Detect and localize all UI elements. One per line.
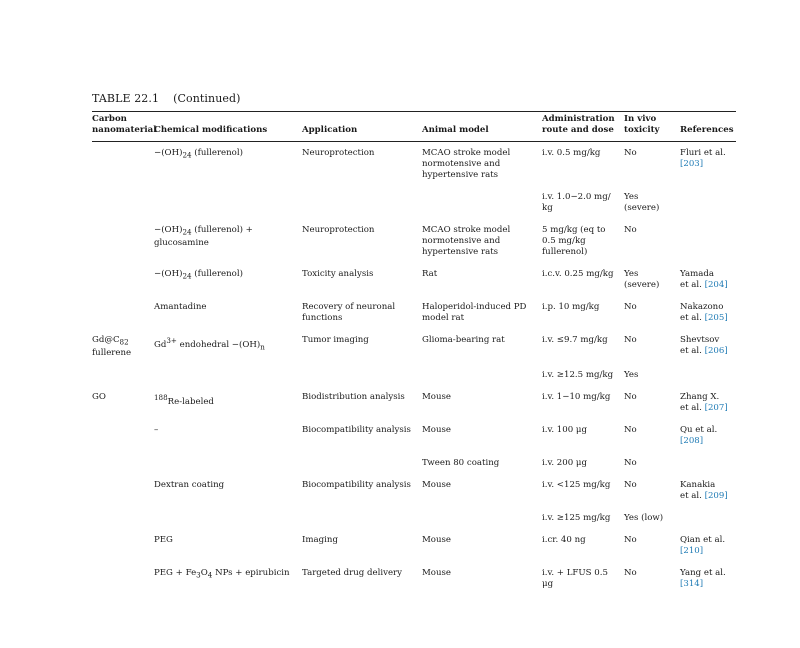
cell-reference [680, 329, 736, 364]
reference-link[interactable]: [204] [704, 280, 728, 290]
animal-line: MCAO stroke model [422, 225, 511, 235]
cell-modification [154, 296, 302, 329]
cell-reference [680, 452, 736, 474]
table-label: TABLE 22.1 [92, 92, 160, 105]
cell-animal-model [422, 142, 542, 186]
text-run: PEG + Fe [154, 567, 197, 578]
cell-dose [542, 419, 624, 452]
reference-author: Zhang X. [680, 391, 720, 402]
animal-line: Rat [422, 269, 438, 279]
cell-reference [680, 219, 736, 263]
cell-dose [542, 219, 624, 263]
reference-author: Nakazono [680, 302, 724, 312]
cell-reference [680, 474, 736, 507]
table-row [92, 364, 736, 386]
animal-line: MCAO stroke model [422, 148, 511, 158]
table-row [92, 386, 736, 419]
subscript: 3 [196, 570, 201, 580]
cell-animal-model [422, 419, 542, 452]
cell-application [302, 186, 422, 219]
cell-animal-model [422, 529, 542, 562]
animal-line: Mouse [422, 534, 452, 545]
reference-link[interactable]: [210] [680, 545, 704, 556]
cell-modification [154, 562, 302, 595]
animal-line: normotensive and [422, 236, 501, 246]
header-line: Application [302, 125, 358, 135]
cell-animal-model [422, 219, 542, 263]
cell-modification [154, 142, 302, 186]
data-table [92, 112, 736, 595]
cell-animal-model [422, 364, 542, 386]
cell-toxicity: Yes (severe) [624, 192, 660, 213]
cell-toxicity: Yes (low) [624, 512, 664, 523]
cell-toxicity: Yes (severe) [624, 269, 660, 290]
subscript: n [260, 342, 265, 352]
animal-line: hypertensive rats [422, 247, 499, 257]
cell-application: Neuroprotection [302, 148, 375, 158]
cell-nanomaterial [92, 219, 154, 263]
column-header [422, 112, 542, 141]
cell-dose [542, 364, 624, 386]
cell-animal-model [422, 507, 542, 529]
table-row [92, 329, 736, 364]
cell-dose [542, 562, 624, 595]
cell-application: Tumor imaging [302, 335, 369, 345]
dose-line: 5 mg/kg (eq to [542, 225, 606, 235]
cell-dose [542, 296, 624, 329]
table-row [92, 186, 736, 219]
text-run: GO [92, 391, 106, 402]
column-header [680, 112, 736, 141]
subscript: 24 [182, 271, 192, 281]
superscript: 3+ [166, 336, 177, 345]
cell-dose [542, 186, 624, 219]
cell-nanomaterial [92, 364, 154, 386]
animal-line: Mouse [422, 391, 452, 402]
cell-dose [542, 386, 624, 419]
cell-animal-model [422, 329, 542, 364]
text-run: (fullerenol) [191, 148, 243, 158]
animal-line: Mouse [422, 479, 452, 490]
cell-nanomaterial [92, 142, 154, 186]
cell-animal-model [422, 296, 542, 329]
cell-nanomaterial [92, 386, 154, 419]
cell-application [302, 507, 422, 529]
reference-author: Yang et al. [680, 567, 726, 578]
reference-author: Kanakia [680, 479, 716, 490]
cell-dose [542, 142, 624, 186]
cell-animal-model [422, 562, 542, 595]
text-run: (fullerenol) + [191, 225, 253, 235]
cell-animal-model [422, 263, 542, 296]
cell-dose [542, 529, 624, 562]
cell-toxicity: No [624, 391, 637, 402]
table-header [92, 112, 736, 142]
cell-application: Toxicity analysis [302, 269, 374, 279]
cell-reference [680, 263, 736, 296]
dose-line: i.v. 1.0−2.0 mg/ [542, 192, 611, 202]
cell-modification [154, 474, 302, 507]
animal-line: Haloperidol-induced PD [422, 302, 527, 312]
cell-reference [680, 186, 736, 219]
text-run: glucosamine [154, 237, 209, 248]
dose-line: i.cr. 40 ng [542, 534, 586, 545]
cell-application: Neuroprotection [302, 225, 375, 235]
reference-link[interactable]: [209] [704, 490, 728, 501]
cell-nanomaterial [92, 329, 154, 364]
cell-application: Recovery of neuronal functions [302, 302, 396, 323]
text-run: endohedral −(OH) [176, 339, 261, 350]
reference-author: Qu et al. [680, 424, 718, 435]
text-run: fullerene [92, 347, 132, 358]
cell-modification [154, 529, 302, 562]
subscript: 24 [182, 150, 192, 160]
dose-line: i.v. + LFUS 0.5 μg [542, 567, 608, 589]
cell-toxicity: No [624, 424, 637, 435]
animal-line: Mouse [422, 424, 452, 435]
subscript: 4 [207, 570, 213, 580]
header-line: Chemical modifications [154, 125, 268, 135]
header-line: nanomaterial [92, 125, 157, 135]
animal-line: Tween 80 coating [422, 457, 500, 468]
text-run: Re-labeled [167, 396, 214, 407]
cell-reference [680, 507, 736, 529]
cell-modification [154, 263, 302, 296]
cell-application: Targeted drug delivery [302, 567, 403, 578]
cell-toxicity: Yes [624, 369, 639, 380]
table-page [92, 92, 736, 595]
reference-link[interactable]: [314] [680, 578, 704, 589]
header-row [92, 112, 736, 141]
animal-line: Glioma-bearing rat [422, 335, 505, 345]
cell-reference [680, 562, 736, 595]
cell-toxicity: No [624, 479, 637, 490]
reference-link[interactable]: [203] [680, 159, 704, 169]
dose-line: i.v. 200 μg [542, 457, 587, 468]
cell-nanomaterial [92, 507, 154, 529]
reference-author-cont: et al. [680, 280, 705, 290]
cell-modification [154, 329, 302, 364]
reference-link[interactable]: [206] [704, 346, 728, 356]
header-line: Administration [542, 114, 615, 124]
dose-line: i.v. ≥12.5 mg/kg [542, 369, 614, 380]
text-run: NPs + epirubicin [212, 567, 290, 578]
table-row [92, 142, 736, 186]
reference-author: Fluri et al. [680, 148, 726, 158]
table-row [92, 562, 736, 595]
reference-author-cont: et al. [680, 313, 705, 323]
table-row [92, 507, 736, 529]
dose-line: i.c.v. 0.25 mg/kg [542, 269, 614, 279]
table-body [92, 142, 736, 595]
text-run: Amantadine [154, 302, 207, 312]
dose-line: fullerenol) [542, 247, 588, 257]
text-run: Gd [154, 339, 167, 350]
cell-modification [154, 364, 302, 386]
cell-application: Biodistribution analysis [302, 391, 405, 402]
animal-line: model rat [422, 313, 465, 323]
superscript: 188 [154, 392, 168, 402]
cell-toxicity: No [624, 148, 637, 158]
cell-toxicity: No [624, 335, 637, 345]
cell-modification [154, 419, 302, 452]
cell-reference [680, 529, 736, 562]
header-line: toxicity [624, 125, 660, 135]
table-row [92, 452, 736, 474]
animal-line: hypertensive rats [422, 170, 499, 180]
dose-line: i.p. 10 mg/kg [542, 302, 600, 312]
text-run: −(OH) [154, 148, 183, 158]
header-line: Animal model [422, 125, 489, 135]
text-run: Gd@C [92, 335, 120, 345]
cell-dose [542, 474, 624, 507]
table-row [92, 529, 736, 562]
dose-line: i.v. <125 mg/kg [542, 479, 611, 490]
reference-author: Qian et al. [680, 534, 726, 545]
reference-author-cont: et al. [680, 402, 705, 413]
cell-dose [542, 507, 624, 529]
column-header [624, 112, 680, 141]
cell-animal-model [422, 474, 542, 507]
header-line: Carbon [92, 114, 127, 124]
cell-toxicity: No [624, 302, 637, 312]
cell-application: Biocompatibility analysis [302, 479, 411, 490]
reference-author: Yamada [680, 269, 715, 279]
cell-application [302, 364, 422, 386]
dose-line: i.v. 1−10 mg/kg [542, 391, 611, 402]
text-run: −(OH) [154, 269, 183, 279]
table-row [92, 419, 736, 452]
cell-toxicity: No [624, 457, 637, 468]
table-row [92, 263, 736, 296]
cell-application [302, 452, 422, 474]
dose-line: i.v. ≤9.7 mg/kg [542, 335, 608, 345]
cell-dose [542, 329, 624, 364]
cell-nanomaterial [92, 263, 154, 296]
cell-modification [154, 452, 302, 474]
cell-modification [154, 507, 302, 529]
cell-nanomaterial [92, 419, 154, 452]
cell-modification [154, 186, 302, 219]
header-line: References [680, 125, 734, 135]
reference-author: Shevtsov [680, 335, 720, 345]
dose-line: kg [542, 203, 553, 213]
cell-nanomaterial [92, 474, 154, 507]
dose-line: 0.5 mg/kg [542, 236, 586, 246]
cell-toxicity: No [624, 567, 637, 578]
column-header [542, 112, 624, 141]
cell-animal-model [422, 386, 542, 419]
cell-nanomaterial [92, 186, 154, 219]
header-line: route and dose [542, 125, 614, 135]
reference-author-cont: et al. [680, 490, 705, 501]
cell-reference [680, 386, 736, 419]
header-line: In vivo [624, 114, 657, 124]
reference-link[interactable]: [205] [704, 313, 728, 323]
table-caption [92, 92, 736, 105]
column-header [92, 112, 157, 141]
text-run: (fullerenol) [191, 269, 243, 279]
cell-reference [680, 296, 736, 329]
cell-modification [154, 386, 302, 419]
cell-dose [542, 263, 624, 296]
table-caption-note: (Continued) [173, 92, 241, 105]
text-run: −(OH) [154, 225, 183, 235]
cell-application: Imaging [302, 534, 338, 545]
cell-reference [680, 142, 736, 186]
cell-modification [154, 219, 302, 263]
table-row [92, 296, 736, 329]
subscript: 82 [119, 337, 129, 347]
text-run: O [200, 567, 208, 578]
dose-line: i.v. 100 μg [542, 424, 587, 435]
reference-author-cont: et al. [680, 346, 705, 356]
reference-link[interactable]: [207] [704, 402, 728, 413]
cell-reference [680, 419, 736, 452]
dose-line: i.v. 0.5 mg/kg [542, 148, 601, 158]
cell-nanomaterial [92, 562, 154, 595]
text-run: Dextran coating [154, 479, 225, 490]
animal-line: normotensive and [422, 159, 501, 169]
reference-link[interactable]: [208] [680, 435, 704, 446]
cell-dose [542, 452, 624, 474]
text-run: – [154, 424, 159, 435]
cell-toxicity: No [624, 534, 637, 545]
column-header [302, 112, 422, 141]
cell-animal-model [422, 452, 542, 474]
table-row [92, 219, 736, 263]
column-header [154, 112, 302, 141]
cell-application: Biocompatibility analysis [302, 424, 411, 435]
cell-toxicity: No [624, 225, 637, 235]
cell-reference [680, 364, 736, 386]
subscript: 24 [182, 227, 192, 237]
text-run: PEG [154, 534, 173, 545]
cell-nanomaterial [92, 452, 154, 474]
animal-line: Mouse [422, 567, 452, 578]
cell-nanomaterial [92, 529, 154, 562]
cell-animal-model [422, 186, 542, 219]
dose-line: i.v. ≥125 mg/kg [542, 512, 611, 523]
cell-nanomaterial [92, 296, 154, 329]
table-row [92, 474, 736, 507]
